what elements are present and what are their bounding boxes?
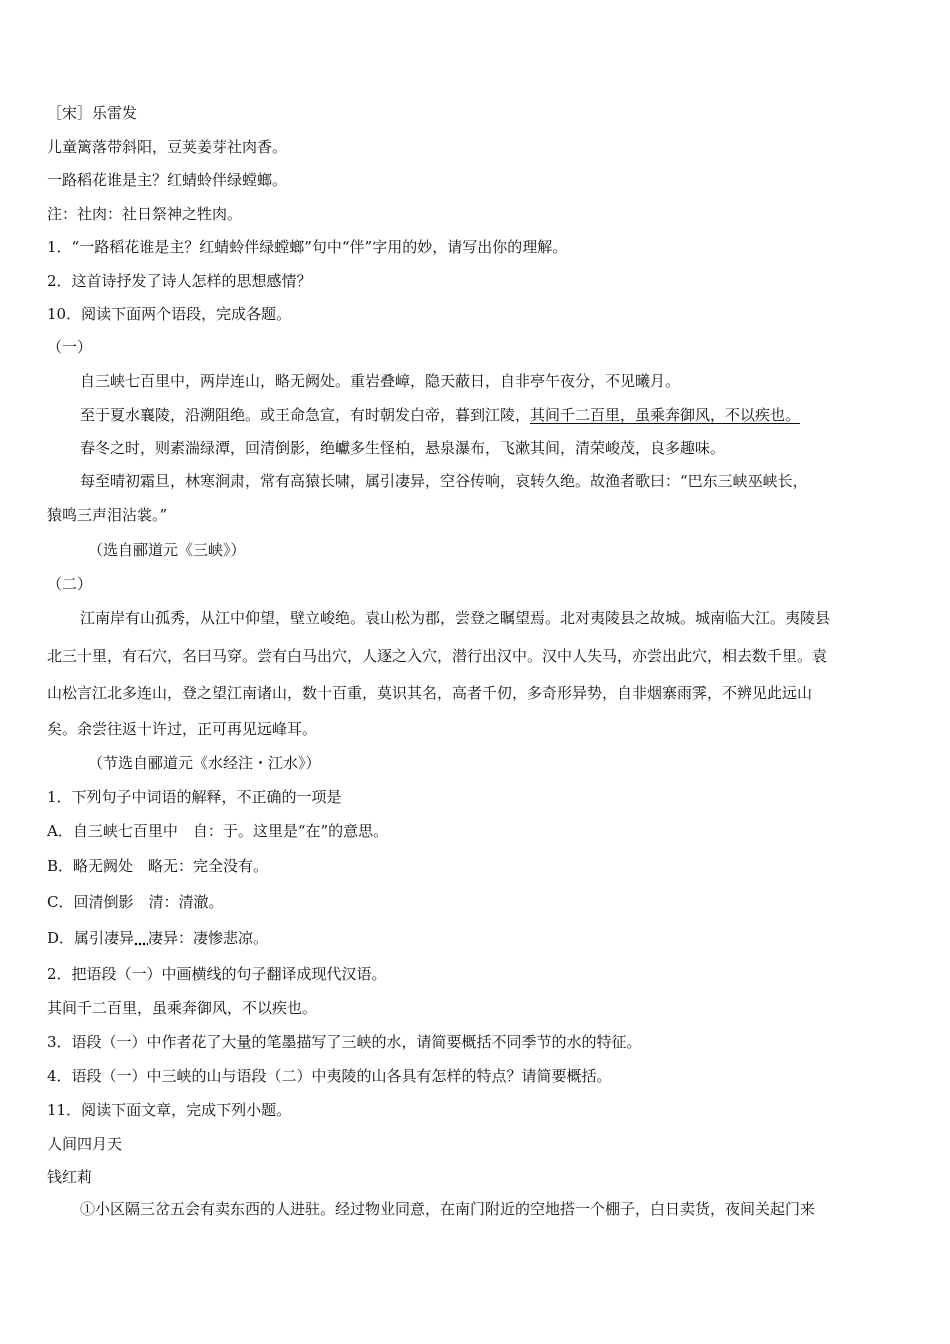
q10-passage-4-line-2: 猿鸣三声泪沾裳。” [47, 506, 168, 524]
q10-option-a: A．自三峡七百里中 自：于。这里是“在”的意思。 [47, 822, 389, 840]
q10-title: 10．阅读下面两个语段，完成各题。 [47, 305, 292, 323]
poem-question-1: 1．“一路稻花谁是主？红蜻蛉伴绿螳螂”句中“伴”字用的妙，请写出你的理解。 [47, 238, 568, 256]
q10-question-3: 3．语段（一）中作者花了大量的笔墨描写了三峡的水，请简要概括不同季节的水的特征。 [47, 1033, 642, 1051]
q10-option-c: C．回清倒影 清：清澈。 [47, 893, 224, 911]
q10-passage-5-line-4: 矣。余尝往返十许过，正可再见远峰耳。 [47, 720, 318, 738]
q10-source-2: （节选自郦道元《水经注・江水》） [88, 754, 321, 772]
q10-passage-2-underlined: 其间千二百里，虽乘奔御风，不以疾也。 [530, 406, 801, 424]
q10-passage-2 [80, 405, 800, 425]
poem-line-2: 一路稻花谁是主？红蜻蛉伴绿螳螂。 [47, 171, 288, 189]
q10-passage-2-plain: 至于夏水襄陵，沿溯阻绝。或王命急宣，有时朝发白帝，暮到江陵， [80, 406, 531, 424]
q10-passage-3: 春冬之时，则素湍绿潭，回清倒影，绝巘多生怪柏，悬泉瀑布，飞漱其间，清荣峻茂，良多趣味。 [80, 439, 726, 457]
q10-question-2-sentence: 其间千二百里，虽乘奔御风，不以疾也。 [47, 999, 318, 1017]
q10-option-b: B．略无阙处 略无：完全没有。 [47, 857, 269, 875]
q10-passage-5-line-1: 江南岸有山孤秀，从江中仰望，壁立峻绝。袁山松为郡，尝登之瞩望焉。北对夷陵县之故城。城南临大江。夷陵县 [80, 609, 831, 627]
poem-question-2: 2．这首诗抒发了诗人怎样的思想感情？ [47, 272, 312, 290]
article-author: 钱红莉 [47, 1168, 93, 1186]
poem-author: ［宋］乐雷发 [47, 104, 138, 122]
q11-title: 11．阅读下面文章，完成下列小题。 [47, 1101, 292, 1119]
q10-option-d-gloss: 凄异：凄惨悲凉。 [148, 929, 269, 947]
article-paragraph-1: ①小区隔三岔五会有卖东西的人进驻。经过物业同意，在南门附近的空地搭一个棚子，白日卖货，夜间关起门来 [80, 1200, 816, 1218]
emphasis-dots [134, 938, 148, 946]
article-title: 人间四月天 [47, 1135, 123, 1153]
q10-option-d-term: D．属引凄异 [47, 929, 135, 947]
poem-line-1: 儿童篱落带斜阳，豆荚姜芽社肉香。 [47, 138, 288, 156]
q10-passage-5-line-2: 北三十里，有石穴，名曰马穿。尝有白马出穴，人逐之入穴，潜行出汉中。汉中人失马，亦尝出此穴，相去数千里。袁 [47, 647, 828, 665]
q10-part1-label: （一） [47, 338, 93, 356]
q10-passage-4-line-1: 每至晴初霜旦，林寒涧肃，常有高猿长啸，属引凄异，空谷传响，哀转久绝。故渔者歌曰：“巴东三峡巫峡长， [80, 472, 808, 490]
q10-passage-5-line-3: 山松言江北多连山，登之望江南诸山，数十百重，莫识其名，高者千仞，多奇形异势，自非烟寨雨霁，不辨见此远山 [47, 684, 813, 702]
q10-source-1: （选自郦道元《三峡》） [88, 541, 246, 559]
q10-part2-label: （二） [47, 575, 93, 593]
q10-option-d [47, 928, 268, 948]
q10-question-1: 1．下列句子中词语的解释，不正确的一项是 [47, 788, 342, 806]
poem-note: 注：社肉：社日祭神之牲肉。 [47, 205, 243, 223]
q10-question-4: 4．语段（一）中三峡的山与语段（二）中夷陵的山各具有怎样的特点？请简要概括。 [47, 1067, 612, 1085]
q10-question-2: 2．把语段（一）中画横线的句子翻译成现代汉语。 [47, 965, 387, 983]
q10-passage-1: 自三峡七百里中，两岸连山，略无阙处。重岩叠嶂，隐天蔽日，自非亭午夜分，不见曦月。 [80, 372, 681, 390]
